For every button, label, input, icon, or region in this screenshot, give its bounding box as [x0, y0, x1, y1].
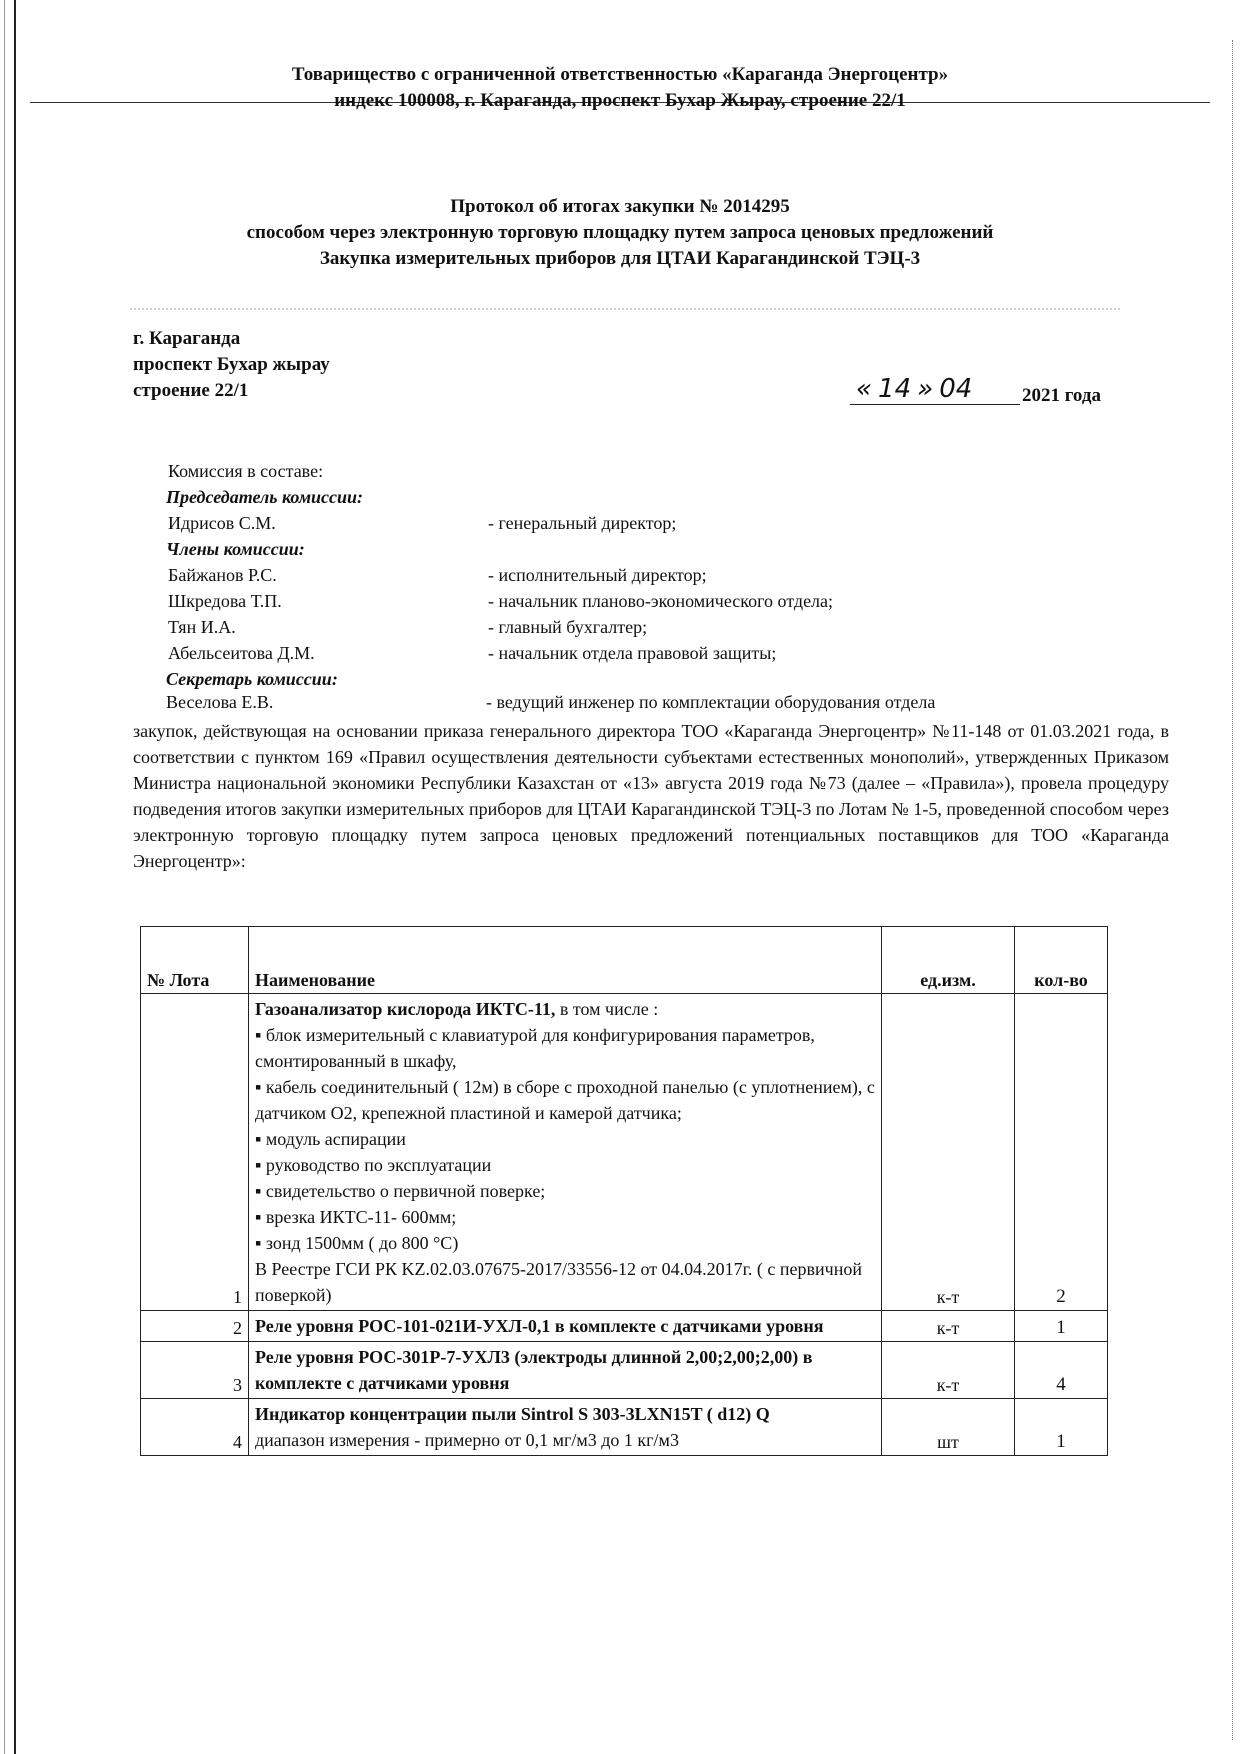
commission-member — [168, 562, 833, 588]
lots-table — [140, 926, 1108, 1456]
document-date — [850, 374, 1101, 409]
organization-address: индекс 100008, г. Караганда, проспект Бухар Жырау, строение 22/1 — [334, 90, 906, 111]
member-name: Веселова Е.В. — [166, 692, 274, 712]
lot-detail-line: ▪ врезка ИКТС-11- 600мм; — [255, 1207, 457, 1227]
lot-description — [249, 994, 882, 1311]
lot-number: 2 — [141, 1311, 249, 1342]
table-header-row — [141, 927, 1108, 994]
lot-title: Индикатор концентрации пыли Sintrol S 303-3LXN15T ( d12) Q — [255, 1404, 770, 1424]
lot-quantity: 1 — [1015, 1311, 1108, 1342]
lot-quantity: 2 — [1015, 994, 1108, 1311]
body-paragraph: закупок, действующая на основании приказа генерального директора ТОО «Караганда Энергоцентр» №11-148 от 01.03.2021 года, в соответствии с пунктом 169 «Правил осуществления деятельности субъектами естественных монополий», утвержденных Приказом Министра национальной экономики Республики Казахстан от «13» августа 2019 года №73 (далее – «Правила»), провела процедуру подведения итогов закупки измерительных приборов для ЦТАИ Карагандинской ТЭЦ-3 по Лотам № 1-5, проведенной способом через электронную торговую площадку путем запроса ценовых предложений потенциальных поставщиков для ТОО «Караганда Энергоцентр»: — [133, 721, 1169, 871]
lot-detail-line: В Реестре ГСИ РК KZ.02.03.07675-2017/33556-12 от 04.04.2017г. ( с первичной поверкой) — [255, 1259, 862, 1305]
member-name: Идрисов С.М. — [168, 513, 276, 533]
lot-quantity: 4 — [1015, 1342, 1108, 1399]
table-row — [141, 994, 1108, 1311]
date-month: 04 — [939, 374, 973, 404]
dotted-divider — [130, 308, 1120, 310]
member-role: - начальник отдела правовой защиты; — [488, 643, 777, 663]
lot-description — [249, 1399, 882, 1456]
lot-unit: к-т — [882, 1311, 1015, 1342]
document-subject: Закупка измерительных приборов для ЦТАИ Карагандинской ТЭЦ-3 — [319, 248, 921, 269]
lot-number: 4 — [141, 1399, 249, 1456]
members-heading: Члены комиссии: — [166, 539, 305, 559]
date-year: 2021 года — [1022, 385, 1101, 406]
lot-unit: к-т — [882, 1342, 1015, 1399]
lot-title-suffix: в том числе : — [555, 999, 659, 1019]
lot-title: Газоанализатор кислорода ИКТС-11, — [255, 999, 556, 1019]
member-name: Тян И.А. — [168, 617, 236, 637]
place-city: г. Караганда — [133, 328, 241, 349]
table-row — [141, 1399, 1108, 1456]
lot-quantity: 1 — [1015, 1399, 1108, 1456]
organization-name: Товарищество с ограниченной ответственностью «Караганда Энергоцентр» — [291, 64, 949, 85]
commission-member — [168, 588, 833, 614]
chair-heading: Председатель комиссии: — [166, 487, 364, 507]
lot-number: 3 — [141, 1342, 249, 1399]
lot-title: Реле уровня РОС-101-021И-УХЛ-0,1 в комплекте с датчиками уровня — [255, 1316, 824, 1336]
lot-title: Реле уровня РОС-301Р-7-УХЛ3 (электроды длинной 2,00;2,00;2,00) в комплекте с датчиками уровня — [255, 1347, 813, 1393]
table-row — [141, 1311, 1108, 1342]
member-role: - главный бухгалтер; — [488, 617, 648, 637]
place-building: строение 22/1 — [133, 380, 249, 401]
scan-edge — [1232, 40, 1234, 1740]
lot-detail-line: ▪ свидетельство о первичной поверке; — [255, 1181, 546, 1201]
member-name: Байжанов Р.С. — [168, 565, 277, 585]
lot-unit: к-т — [882, 994, 1015, 1311]
lot-detail-line: ▪ модуль аспирации — [255, 1129, 406, 1149]
commission-member — [168, 614, 833, 640]
commission-member — [168, 640, 833, 666]
member-role: - ведущий инженер по комплектации оборудования отдела — [486, 692, 936, 712]
member-name: Шкредова Т.П. — [168, 591, 282, 611]
document-subtitle: способом через электронную торговую площадку путем запроса ценовых предложений — [246, 222, 994, 243]
document-title: Протокол об итогах закупки № 2014295 — [450, 196, 790, 217]
member-role: - исполнительный директор; — [488, 565, 707, 585]
commission-member — [168, 510, 833, 536]
member-name: Абельсеитова Д.М. — [168, 643, 315, 663]
member-role: - генеральный директор; — [488, 513, 677, 533]
commission-intro: Комиссия в составе: — [168, 461, 324, 481]
commission-list — [168, 458, 833, 692]
lot-number: 1 — [141, 994, 249, 1311]
place-street: проспект Бухар жырау — [133, 354, 330, 375]
column-header-unit: ед.изм. — [882, 927, 1015, 994]
handwritten-date — [850, 374, 1020, 405]
date-day: 14 — [878, 374, 912, 404]
lot-detail-line: ▪ зонд 1500мм ( до 800 °С) — [255, 1233, 459, 1253]
lot-detail-line: ▪ руководство по эксплуатации — [255, 1155, 492, 1175]
secretary-heading: Секретарь комиссии: — [166, 669, 338, 689]
table-body — [141, 994, 1108, 1456]
date-open-quote: « — [856, 374, 873, 404]
lot-detail-line: ▪ блок измерительный с клавиатурой для конфигурирования параметров, смонтированный в шкафу, — [255, 1025, 815, 1071]
lot-unit: шт — [882, 1399, 1015, 1456]
member-role: - начальник планово-экономического отдела; — [488, 591, 834, 611]
commission-secretary — [166, 692, 935, 713]
column-header-name: Наименование — [249, 927, 882, 994]
lot-detail-line: диапазон измерения - примерно от 0,1 мг/м3 до 1 кг/м3 — [255, 1430, 679, 1450]
lot-detail-line: ▪ кабель соединительный ( 12м) в сборе с проходной панелью (с уплотнением), с датчиком О2, крепежной пластиной и камерой датчика; — [255, 1077, 875, 1123]
column-header-qty: кол-во — [1015, 927, 1108, 994]
table-row — [141, 1342, 1108, 1399]
date-close-quote: » — [917, 374, 934, 404]
lot-description — [249, 1311, 882, 1342]
lot-description — [249, 1342, 882, 1399]
place-block — [133, 326, 330, 404]
column-header-lot: № Лота — [141, 927, 249, 994]
